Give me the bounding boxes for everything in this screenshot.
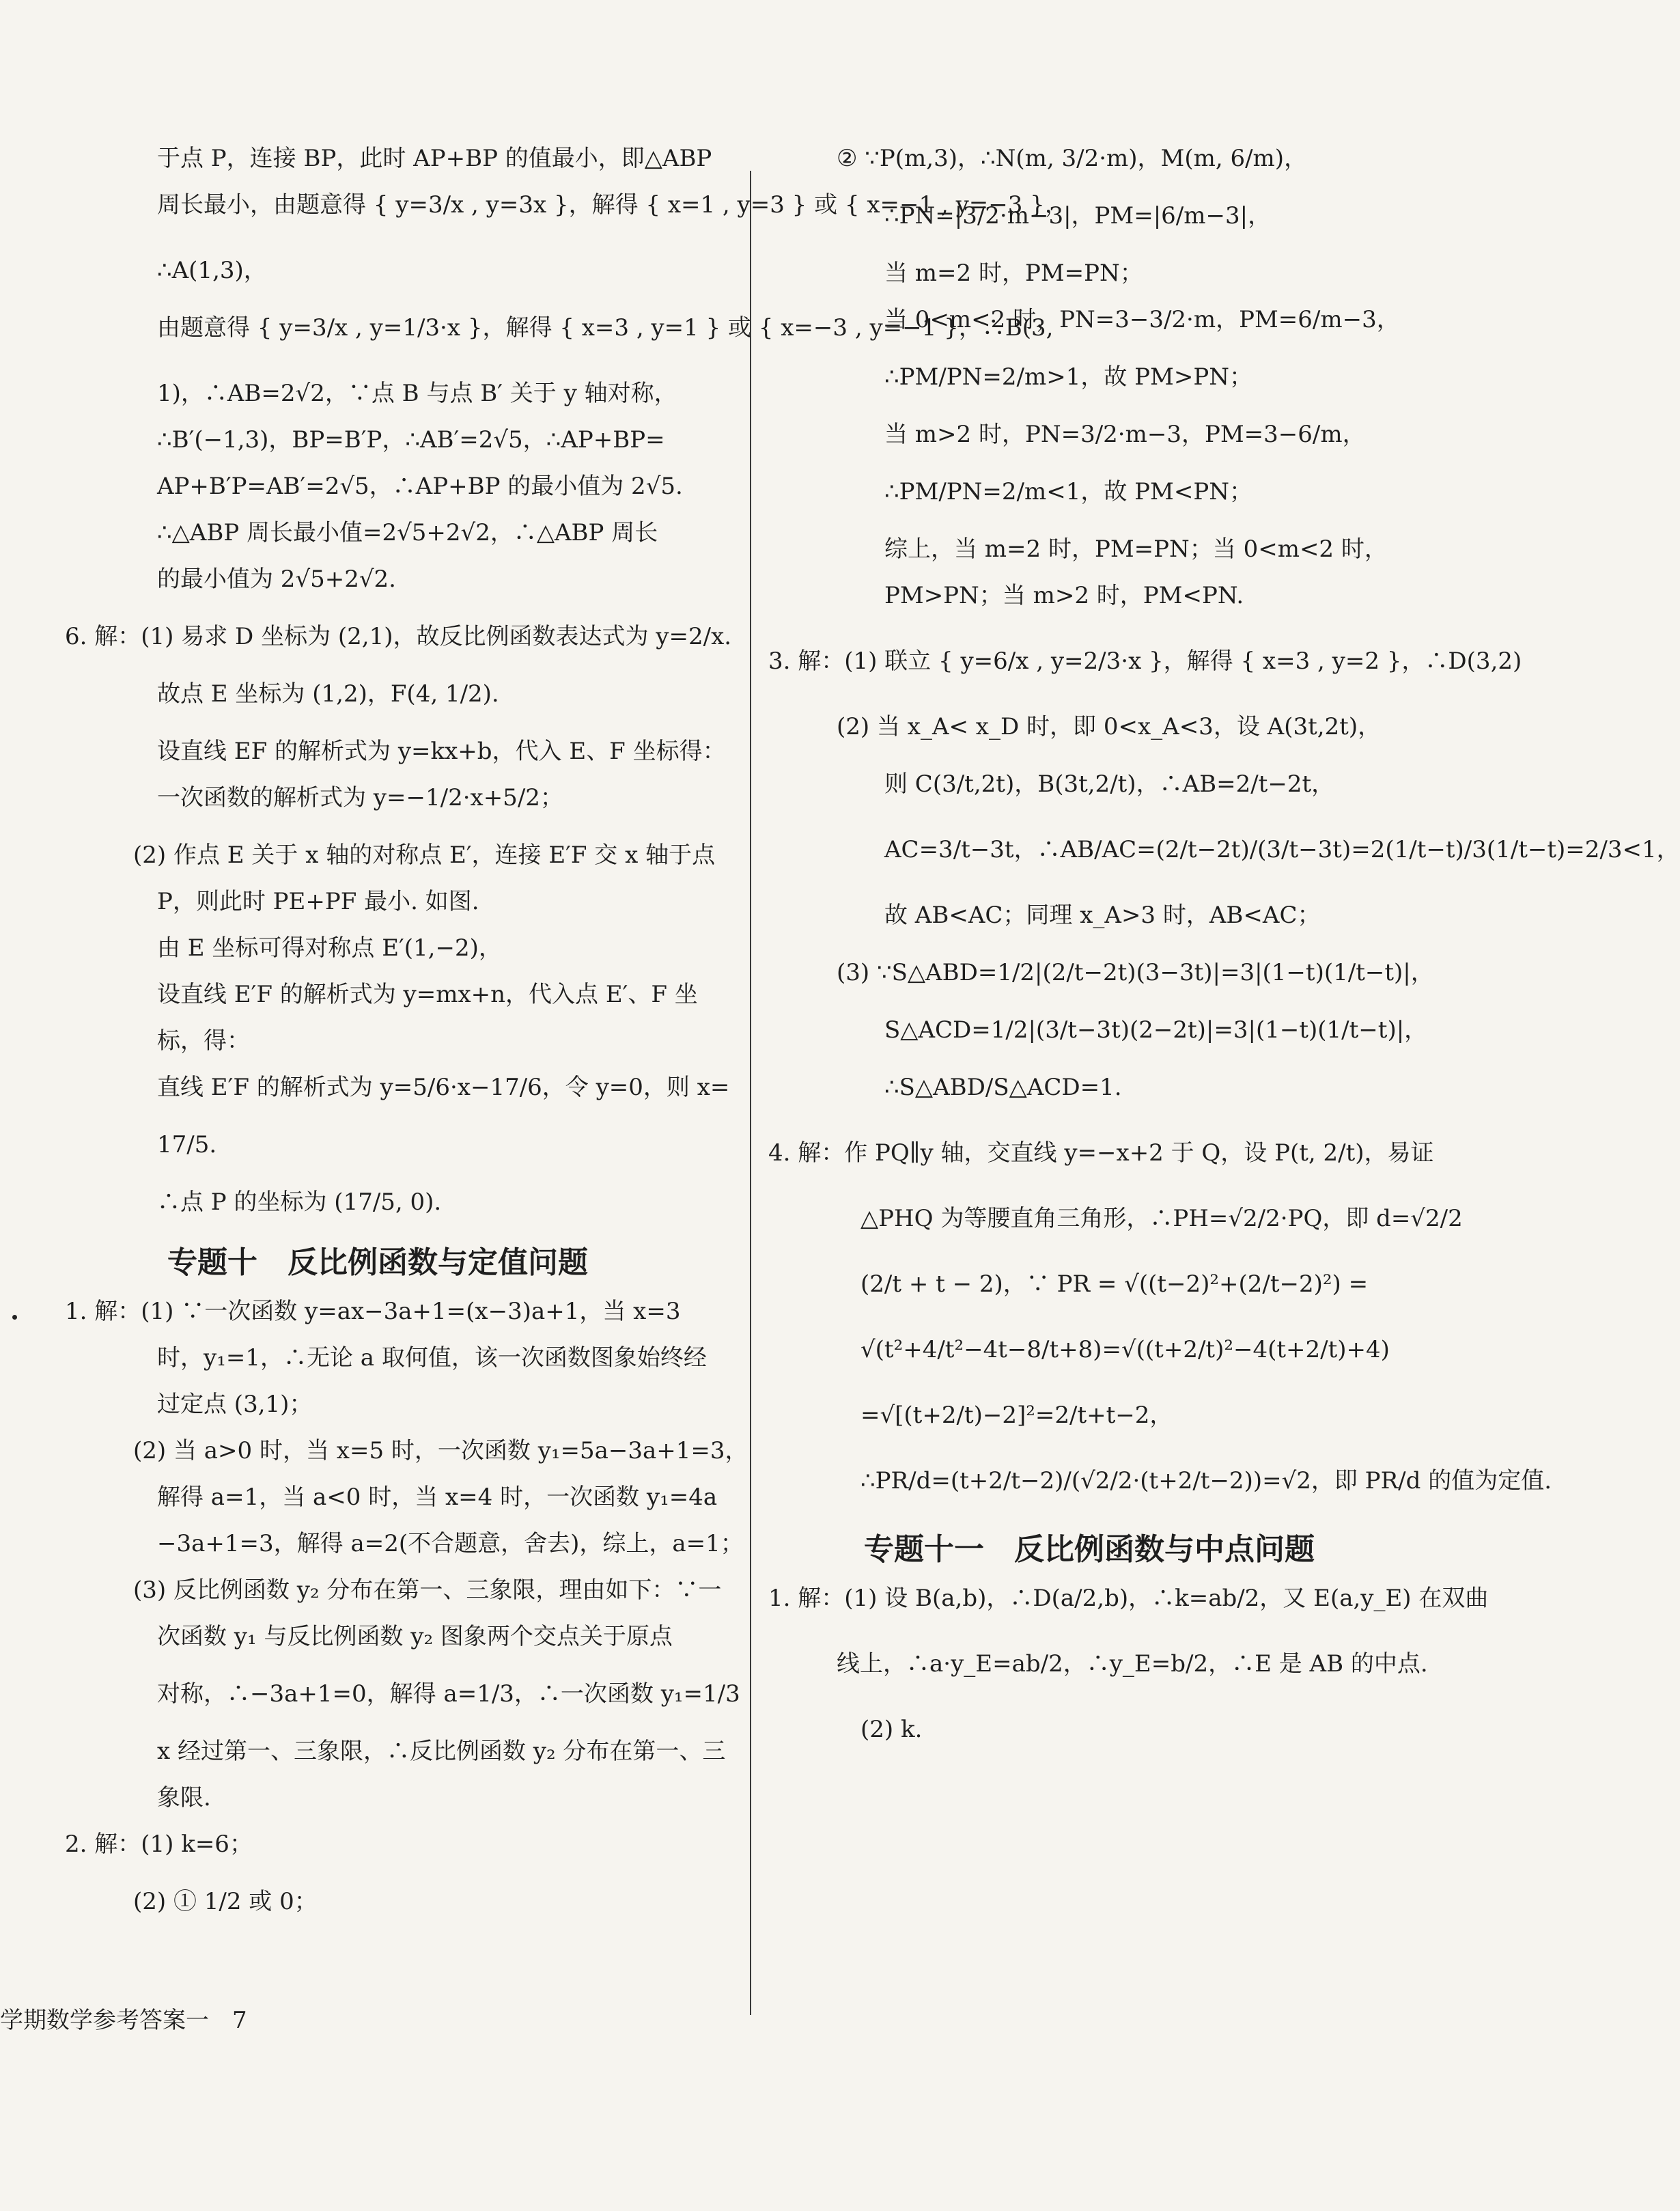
text-line: 当 m=2 时，PM=PN； [884,260,1143,287]
text-line: S△ACD=1/2|(3/t−3t)(2−2t)|=3|(1−t)(1/t−t)|， [884,1016,1428,1044]
text-line: ∴PM/PN=2/m>1，故 PM>PN； [884,363,1252,391]
text-line: ∴A(1,3)， [157,257,267,284]
text-line: 一次函数的解析式为 y=−1/2·x+5/2； [157,784,563,811]
text-line: 次函数 y₁ 与反比例函数 y₂ 图象两个交点关于原点 [157,1623,673,1650]
problem-6-heading: 6. 解：(1) 易求 D 坐标为 (2,1)，故反比例函数表达式为 y=2/x. [65,623,732,650]
page-footer: 学期数学参考答案一 7 [0,2007,247,2034]
problem-1-heading: 1. 解：(1) 设 B(a,b)，∴D(a/2,b)，∴k=ab/2，又 E(a,y_E) 在双曲 [768,1585,1489,1612]
text-line: ∴PM/PN=2/m<1，故 PM<PN； [884,478,1252,505]
text-line: ∴PN=|3/2·m−3|，PM=|6/m−3|， [884,202,1272,230]
problem-1-heading: 1. 解：(1) ∵一次函数 y=ax−3a+1=(x−3)a+1，当 x=3 [65,1298,681,1325]
text-line: ∴S△ABD/S△ACD=1. [884,1074,1122,1101]
text-line: 过定点 (3,1)； [157,1391,313,1418]
text-line: 时，y₁=1，∴无论 a 取何值，该一次函数图象始终经 [157,1344,707,1372]
section-11-title: 专题十一 反比例函数与中点问题 [864,1532,1315,1567]
text-line: 由 E 坐标可得对称点 E′(1,−2)， [157,934,502,962]
text-line: 解得 a=1，当 a<0 时，当 x=4 时，一次函数 y₁=4a [157,1484,718,1511]
text-line: ∴PR/d=(t+2/t−2)/(√2/2·(t+2/t−2))=√2，即 PR/d 的值为定值. [860,1467,1552,1494]
text-line: 当 m>2 时，PN=3/2·m−3，PM=3−6/m， [884,421,1366,448]
text-line: P，则此时 PE+PF 最小. 如图. [157,888,479,915]
text-line: 线上，∴a·y_E=ab/2，∴y_E=b/2，∴E 是 AB 的中点. [837,1650,1428,1678]
text-line: (2) 当 x_A< x_D 时，即 0<x_A<3，设 A(3t,2t)， [837,713,1382,740]
text-line: 1)，∴AB=2√2，∵点 B 与点 B′ 关于 y 轴对称， [157,380,677,407]
text-line: √(t²+4/t²−4t−8/t+8)=√((t+2/t)²−4(t+2/t)+4) [860,1336,1390,1363]
text-line: 设直线 EF 的解析式为 y=kx+b，代入 E、F 坐标得： [157,738,726,765]
text-line: 象限. [157,1784,211,1811]
text-line: PM>PN；当 m>2 时，PM<PN. [884,582,1244,609]
text-line: 故 AB<AC；同理 x_A>3 时，AB<AC； [884,902,1321,929]
section-10-title: 专题十 反比例函数与定值问题 [167,1245,588,1280]
text-line: ∴△ABP 周长最小值=2√5+2√2，∴△ABP 周长 [157,519,658,546]
problem-3-heading: 3. 解：(1) 联立 { y=6/x , y=2/3·x }，解得 { x=3 , y=2 }，∴D(3,2) [768,648,1522,675]
right-column [768,145,1680,1764]
text-line: (3) ∵S△ABD=1/2|(2/t−2t)(3−3t)|=3|(1−t)(1/t−t)|， [837,959,1434,986]
text-line: −3a+1=3，解得 a=2(不合题意，舍去)，综上，a=1； [157,1530,744,1557]
text-line: 故点 E 坐标为 (1,2)，F(4, 1/2). [157,680,499,708]
ink-dot [12,1315,17,1320]
text-line: =√[(t+2/t)−2]²=2/t+t−2， [860,1402,1173,1429]
text-line: 则 C(3/t,2t)，B(3t,2/t)，∴AB=2/t−2t， [884,770,1335,798]
text-line: 的最小值为 2√5+2√2. [157,566,396,593]
text-line: (2) 作点 E 关于 x 轴的对称点 E′，连接 E′F 交 x 轴于点 [133,842,716,869]
text-line: (2) k. [860,1716,923,1743]
problem-4-heading: 4. 解：作 PQ∥y 轴，交直线 y=−x+2 于 Q，设 P(t, 2/t)，易证 [768,1139,1434,1167]
text-line: ∴点 P 的坐标为 (17/5, 0). [157,1188,442,1216]
text-line: AC=3/t−3t，∴AB/AC=(2/t−2t)/(3/t−3t)=2(1/t−t)/3(1/t−t)=2/3<1， [884,836,1680,863]
text-line: 设直线 E′F 的解析式为 y=mx+n，代入点 E′、F 坐 [157,981,698,1008]
text-line: 于点 P，连接 BP，此时 AP+BP 的值最小，即△ABP [157,145,712,172]
text-line: 由题意得 { y=3/x , y=1/3·x }，解得 { x=3 , y=1 } 或 { x=−3 , y=−1 }，∴B(3, [157,314,1054,342]
text-line: 直线 E′F 的解析式为 y=5/6·x−17/6，令 y=0，则 x= [157,1074,730,1101]
text-line: AP+B′P=AB′=2√5，∴AP+BP 的最小值为 2√5. [157,473,683,500]
text-line: 周长最小，由题意得 { y=3/x , y=3x }，解得 { x=1 , y=3 } 或 { x=−1 , y=−3 }， [157,191,1068,219]
text-line: 综上，当 m=2 时，PM=PN；当 0<m<2 时， [884,536,1388,563]
text-line: (3) 反比例函数 y₂ 分布在第一、三象限，理由如下：∵一 [133,1576,722,1604]
text-line: 17/5. [157,1131,217,1158]
text-line: (2/t + t − 2)，∵ PR = √((t−2)²+(2/t−2)²) = [860,1270,1369,1298]
text-line: 标，得： [157,1027,250,1055]
text-line: ② ∵P(m,3)，∴N(m, 3/2·m)，M(m, 6/m)， [837,145,1308,172]
text-line: 对称，∴−3a+1=0，解得 a=1/3，∴一次函数 y₁=1/3 [157,1680,740,1708]
problem-2-heading: 2. 解：(1) k=6； [65,1831,253,1858]
text-line: ∴B′(−1,3)，BP=B′P，∴AB′=2√5，∴AP+BP= [157,426,665,454]
text-line: x 经过第一、三象限，∴反比例函数 y₂ 分布在第一、三 [157,1738,726,1765]
text-line: 当 0<m<2 时，PN=3−3/2·m，PM=6/m−3， [884,306,1400,333]
text-line: (2) ① 1/2 或 0； [133,1888,318,1915]
text-line: (2) 当 a>0 时，当 x=5 时，一次函数 y₁=5a−3a+1=3， [133,1437,748,1464]
text-line: △PHQ 为等腰直角三角形，∴PH=√2/2·PQ，即 d=√2/2 [860,1205,1463,1232]
